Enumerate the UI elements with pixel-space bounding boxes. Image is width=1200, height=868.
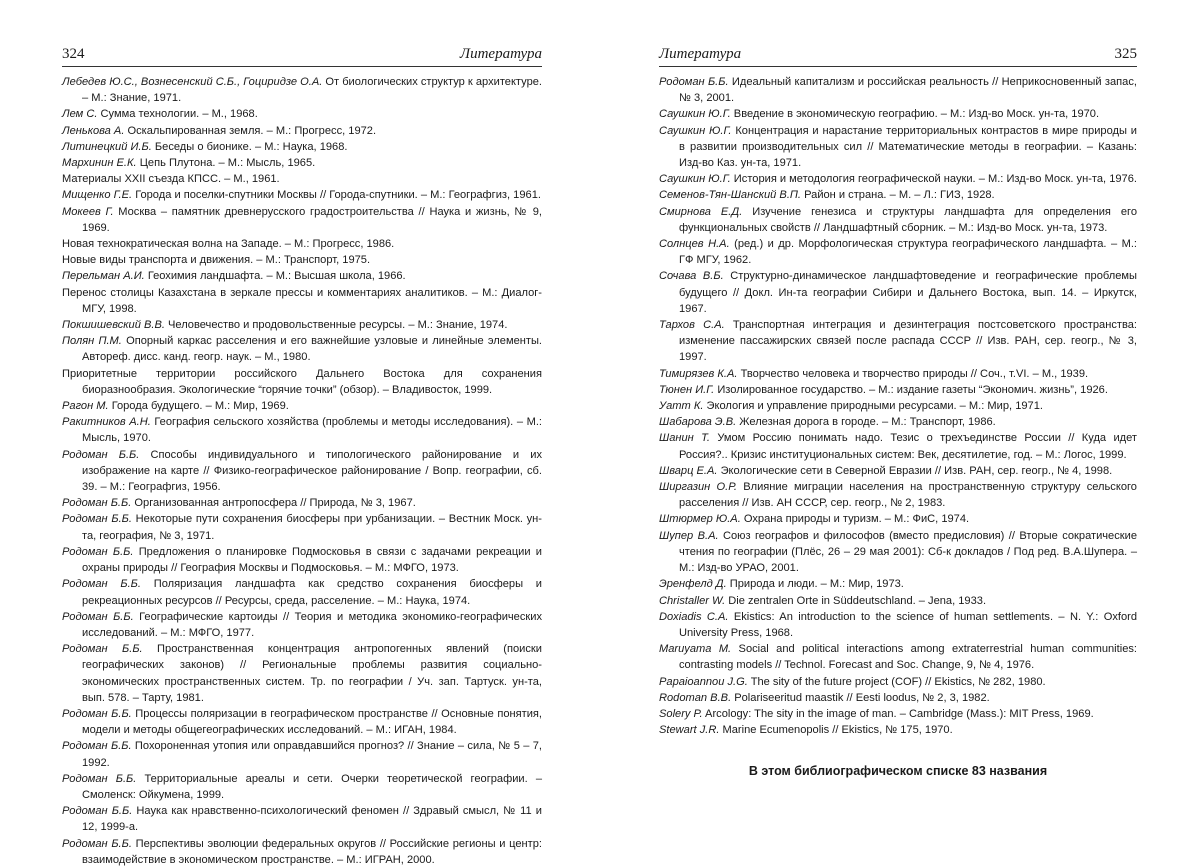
entry-author: Papaioannou J.G. [659, 675, 748, 688]
entry-text: Концентрация и нарастание территориальных контрастов в мире природы и в развитии производительных сил // Математические методы в географии. – Казань: Изд-во Каз. ун-та, 1971. [679, 124, 1137, 170]
bibliography-entry [62, 544, 542, 576]
bibliography-entry [62, 706, 542, 738]
bibliography-list [62, 74, 542, 868]
entry-text: Новые виды транспорта и движения. – М.: Транспорт, 1975. [62, 254, 371, 267]
bibliography-entry [62, 738, 542, 770]
bibliography-count-summary: В этом библиографическом списке 83 названия [748, 764, 1048, 779]
entry-author: Литинецкий И.Б. [62, 140, 152, 153]
entry-text: Некоторые пути сохранения биосферы при урбанизации. – Вестник Моск. ун-та, география, № 3, 1971. [82, 513, 542, 542]
running-title: Литература [659, 46, 742, 62]
entry-author: Stewart J.R. [659, 724, 720, 737]
bibliography-entry [62, 268, 542, 284]
entry-text: Материалы XXII съезда КПСС. – М., 1961. [62, 173, 280, 186]
page-number: 324 [62, 46, 85, 62]
bibliography-entry [659, 123, 1137, 172]
entry-text: Города будущего. – М.: Мир, 1969. [108, 400, 289, 413]
left-page-header [62, 46, 542, 66]
entry-author: Мокеев Г. [62, 205, 114, 218]
entry-text: (ред.) и др. Морфологическая структура географического ландшафта. – М.: ГФ МГУ, 1962. [679, 238, 1138, 267]
entry-text: Сумма технологии. – М., 1968. [97, 108, 258, 121]
bibliography-entry [659, 593, 1137, 609]
entry-author: Шупер В.А. [659, 529, 719, 542]
entry-author: Семенов-Тян-Шанский В.П. [659, 189, 802, 202]
bibliography-entry [62, 511, 542, 543]
entry-text: Marine Ecumenopolis // Ekistics, № 175, 1970. [719, 724, 953, 737]
entry-author: Шварц Е.А. [659, 464, 718, 477]
entry-author: Solery P. [659, 707, 703, 720]
entry-text: Геохимия ландшафта. – М.: Высшая школа, 1966. [144, 270, 406, 283]
entry-author: Уатт К. [659, 400, 704, 413]
entry-author: Лем С. [62, 108, 98, 121]
entry-author: Полян П.М. [62, 335, 122, 348]
entry-author: Родоман Б.Б. [62, 545, 134, 558]
entry-author: Тюнен И.Г. [659, 383, 715, 396]
bibliography-list [659, 74, 1137, 791]
entry-text: Изучение генезиса и структуры ландшафта для определения его функциональных свойств // Ландшафтный сборник. – М.: Изд-во Моск. ун-та, 1973. [679, 205, 1137, 234]
page-number: 325 [1114, 46, 1137, 62]
bibliography-entry [62, 123, 542, 139]
entry-text: Поляризация ландшафта как средство сохранения биосферы и рекреационных ресурсов // Ресурсы, среда, расселение. – М.: Наука, 1974. [82, 578, 542, 607]
entry-text: Похороненная утопия или оправдавшийся прогноз? // Знание – сила, № 5 – 7, 1992. [82, 740, 542, 769]
entry-author: Лебедев Ю.С., Вознесенский С.Б., Гоциридзе О.А. [62, 76, 323, 88]
entry-author: Родоман Б.Б. [659, 76, 729, 88]
bibliography-entry [62, 74, 542, 106]
entry-author: Штюрмер Ю.А. [659, 513, 741, 526]
entry-author: Саушкин Ю.Г. [659, 108, 731, 121]
entry-text: The sity of the future project (COF) // Ekistics, № 282, 1980. [747, 675, 1046, 688]
entry-author: Rodoman B.B. [659, 691, 732, 704]
entry-text: Идеальный капитализм и российская реальность // Неприкосновенный запас, № 3, 2001. [679, 76, 1137, 105]
entry-author: Ракитников А.Н. [62, 416, 151, 429]
entry-author: Родоман Б.Б. [62, 578, 141, 591]
entry-author: Родоман Б.Б. [62, 740, 132, 753]
entry-author: Родоман Б.Б. [62, 805, 133, 818]
entry-text: Территориальные ареалы и сети. Очерки теоретической географии. – Смоленск: Ойкумена, 1999. [82, 772, 542, 801]
entry-text: Die zentralen Orte in Süddeutschland. – Jena, 1933. [725, 594, 987, 607]
entry-text: Способы индивидуального и типологического районирование и их изображение на карте // Физико-географическое районирование / Вопр. географии, сб. 39. – М.: Географгиз, 1956. [82, 448, 542, 494]
entry-author: Родоман Б.Б. [62, 610, 134, 623]
bibliography-entry [62, 204, 542, 236]
entry-text: Перенос столицы Казахстана в зеркале прессы и комментариях аналитиков. – М.: Диалог-МГУ, 1998. [62, 286, 542, 315]
entry-author: Шабарова Э.В. [659, 416, 737, 429]
entry-author: Шанин Т. [659, 432, 710, 445]
entry-text: Охрана природы и туризм. – М.: ФиС, 1974. [740, 513, 970, 526]
bibliography-entry [62, 171, 542, 187]
entry-text: Железная дорога в городе. – М.: Транспорт, 1986. [736, 416, 996, 429]
entry-author: Мархинин Е.К. [62, 157, 137, 170]
entry-author: Рагон М. [62, 400, 109, 413]
entry-text: Polariseeritud maastik // Eesti loodus, № 2, 3, 1982. [731, 691, 990, 704]
entry-author: Смирнова Е.Д. [659, 205, 743, 218]
bibliography-entry [62, 414, 542, 446]
bibliography-entry [62, 495, 542, 511]
bibliography-entry [659, 463, 1137, 479]
entry-text: Природа и люди. – М.: Мир, 1973. [726, 578, 904, 591]
bibliography-entry [659, 609, 1137, 641]
entry-author: Родоман Б.Б. [62, 837, 132, 850]
bibliography-entry [659, 576, 1137, 592]
entry-author: Christaller W. [659, 594, 726, 607]
entry-author: Саушкин Ю.Г. [659, 124, 732, 137]
entry-author: Сочава В.Б. [659, 270, 724, 283]
entry-text: Умом Россию понимать надо. Тезис о трехъединстве России // Куда идет Россия?.. Кризис институциональных систем: Век, десятилетие, год. – М.: Логос, 1999. [679, 432, 1137, 461]
entry-text: Экология и управление природными ресурсами. – М.: Мир, 1971. [703, 400, 1043, 413]
entry-author: Тимирязев К.А. [659, 367, 738, 380]
entry-text: Наука как нравственно-психологический феномен // Здравый смысл, № 11 и 12, 1999-а. [82, 805, 542, 834]
entry-text: Пространственная концентрация антропогенных явлений (поиски географических законов) // Региональные проблемы развития социально-экономических пространственных систем. Тр. по географии / Уч. зап. Тартуск. ун-та, вып. 578. – Тарту, 1981. [82, 643, 542, 704]
bibliography-entry [659, 641, 1137, 673]
entry-text: Географические картоиды // Теория и методика экономико-географических исследований. – М.: МФГО, 1977. [82, 610, 542, 639]
entry-author: Эренфелд Д. [659, 578, 727, 591]
entry-author: Перельман А.И. [62, 270, 145, 283]
bibliography-entry [659, 268, 1137, 317]
bibliography-entry [659, 398, 1137, 414]
entry-author: Мищенко Г.Е. [62, 189, 133, 202]
entry-text: Оскальпированная земля. – М.: Прогресс, 1972. [124, 124, 377, 137]
bibliography-entry [62, 139, 542, 155]
entry-author: Родоман Б.Б. [62, 707, 132, 720]
bibliography-entry [62, 366, 542, 398]
entry-author: Doxiadis C.A. [659, 610, 729, 623]
bibliography-entry [659, 414, 1137, 430]
bibliography-entry [659, 511, 1137, 527]
entry-text: Arcology: The sity in the image of man. – Cambridge (Mass.): MIT Press, 1969. [702, 707, 1094, 720]
bibliography-entry [659, 74, 1137, 106]
entry-author: Ленькова А. [62, 124, 125, 137]
entry-text: Опорный каркас расселения и его важнейшие узловые и линейные элементы. Автореф. дисс. канд. геогр. наук. – М., 1980. [82, 335, 543, 364]
entry-text: История и методология географической науки. – М.: Изд-во Моск. ун-та, 1976. [730, 173, 1137, 186]
bibliography-entry [62, 641, 542, 706]
entry-author: Родоман Б.Б. [62, 513, 132, 526]
entry-author: Maruyama M. [659, 643, 732, 656]
entry-text: Процессы поляризации в географическом пространстве // Основные понятия, модели и методы общегеографических исследований. – М.: ИГАН, 1984. [82, 707, 542, 737]
entry-author: Тархов С.А. [659, 319, 725, 332]
entry-text: Города и поселки-спутники Москвы // Города-спутники. – М.: Географгиз, 1961. [132, 189, 541, 202]
entry-text: Человечество и продовольственные ресурсы. – М.: Знание, 1974. [164, 319, 508, 332]
bibliography-entry [659, 674, 1137, 690]
bibliography-entry [62, 317, 542, 333]
entry-text: Экологические сети в Северной Евразии // Изв. РАН, сер. геогр., № 4, 1998. [717, 464, 1113, 477]
entry-text: Организованная антропосфера // Природа, № 3, 1967. [131, 497, 416, 510]
bibliography-entry [62, 106, 542, 122]
entry-author: Ширгазин О.Р. [659, 481, 737, 494]
entry-text: Район и страна. – М. – Л.: ГИЗ, 1928. [801, 189, 995, 202]
entry-text: Введение в экономическую географию. – М.: Изд-во Моск. ун-та, 1970. [730, 108, 1100, 121]
entry-text: Изолированное государство. – М.: издание газеты “Экономич. жизнь”, 1926. [714, 383, 1108, 396]
bibliography-entry [659, 706, 1137, 722]
bibliography-entry [659, 528, 1137, 577]
bibliography-entry [659, 106, 1137, 122]
entry-text: География сельского хозяйства (проблемы и методы исследования). – М.: Мысль, 1970. [82, 416, 542, 445]
entry-text: Перспективы эволюции федеральных округов // Российские регионы и центр: взаимодействие в экономическом пространстве. – М.: ИГРАН, 2000. [82, 837, 542, 866]
bibliography-entry [659, 382, 1137, 398]
bibliography-entry [659, 187, 1137, 203]
bibliography-entry [62, 771, 542, 803]
entry-author: Родоман Б.Б. [62, 448, 140, 461]
header-rule [62, 66, 542, 67]
bibliography-entry [62, 236, 542, 252]
bibliography-entry [62, 836, 542, 868]
entry-author: Саушкин Ю.Г. [659, 173, 731, 186]
entry-text: Москва – памятник древнерусского градостроительства // Наука и жизнь, № 9, 1969. [82, 205, 542, 234]
bibliography-entry [659, 171, 1137, 187]
bibliography-entry [659, 366, 1137, 382]
bibliography-entry [62, 252, 542, 268]
bibliography-entry [62, 447, 542, 496]
entry-text: Приоритетные территории российского Дальнего Востока для сохранения биоразнообразия. Экологические “горячие точки” (обзор). – Владивосток, 1999. [62, 367, 542, 396]
bibliography-entry [62, 576, 542, 608]
entry-text: Беседы о бионике. – М.: Наука, 1968. [151, 140, 348, 153]
bibliography-entry [62, 398, 542, 414]
bibliography-entry [62, 155, 542, 171]
entry-text: Новая технократическая волна на Западе. – М.: Прогресс, 1986. [62, 238, 395, 251]
bibliography-entry [659, 236, 1137, 268]
bibliography-entry [659, 722, 1137, 738]
bibliography-entry [659, 430, 1137, 462]
bibliography-entry [659, 479, 1137, 511]
entry-text: Творчество человека и творчество природы // Соч., т.VI. – М., 1939. [737, 367, 1089, 380]
bibliography-entry [62, 187, 542, 203]
entry-text: Предложения о планировке Подмосковья в связи с задачами рекреации и охраны природы // География Москвы и Подмосковья. – М.: МФГО, 1973. [82, 545, 542, 575]
entry-text: Ekistics: An introduction to the science of human settlements. – N. Y.: Oxford University Press, 1968. [679, 610, 1138, 639]
entry-text: Social and political interactions among extraterrestrial human communities: contrasting models // Technol. Forecast and Soc. Change, 9, № 4, 1976. [679, 643, 1137, 672]
right-page [659, 0, 1137, 848]
entry-author: Покшишевский В.В. [62, 319, 165, 332]
header-rule [659, 66, 1137, 67]
entry-author: Родоман Б.Б. [62, 772, 137, 785]
entry-text: Структурно-динамическое ландшафтоведение и географические проблемы будущего // Докл. Ин-та географии Сибири и Дальнего Востока, вып. 14. – Иркутск, 1967. [679, 270, 1137, 315]
entry-text: От биологических структур к архитектуре. – М.: Знание, 1971. [82, 76, 542, 105]
entry-text: Влияние миграции населения на пространственную структуру сельского расселения // Изв. АН СССР, сер. геогр., № 2, 1983. [679, 481, 1137, 510]
bibliography-entry [62, 285, 542, 317]
entry-text: Союз географов и философов (вместо предисловия) // Вторые сократические чтения по географии (Плёс, 26 – 29 мая 2001): Сб-к докладов / Под ред. В.А.Шупера. – М.: Изд-во УРАО, 2001. [679, 529, 1137, 575]
running-title: Литература [459, 46, 542, 62]
left-page [62, 0, 543, 866]
bibliography-entry [62, 609, 542, 641]
entry-author: Солнцев Н.А. [659, 238, 730, 251]
entry-author: Родоман Б.Б. [62, 643, 143, 656]
bibliography-entry [62, 803, 542, 835]
bibliography-entry [659, 690, 1137, 706]
bibliography-entry [659, 317, 1137, 366]
bibliography-entry [62, 333, 542, 365]
right-page-header [659, 46, 1137, 66]
entry-author: Родоман Б.Б. [62, 497, 132, 510]
entry-text: Цепь Плутона. – М.: Мысль, 1965. [136, 157, 316, 170]
bibliography-entry [659, 204, 1137, 236]
entry-text: Транспортная интеграция и дезинтеграция постсоветского пространства: изменение пассажирских связей после распада СССР // Изв. РАН, сер. геогр., № 3, 1997. [679, 319, 1137, 364]
